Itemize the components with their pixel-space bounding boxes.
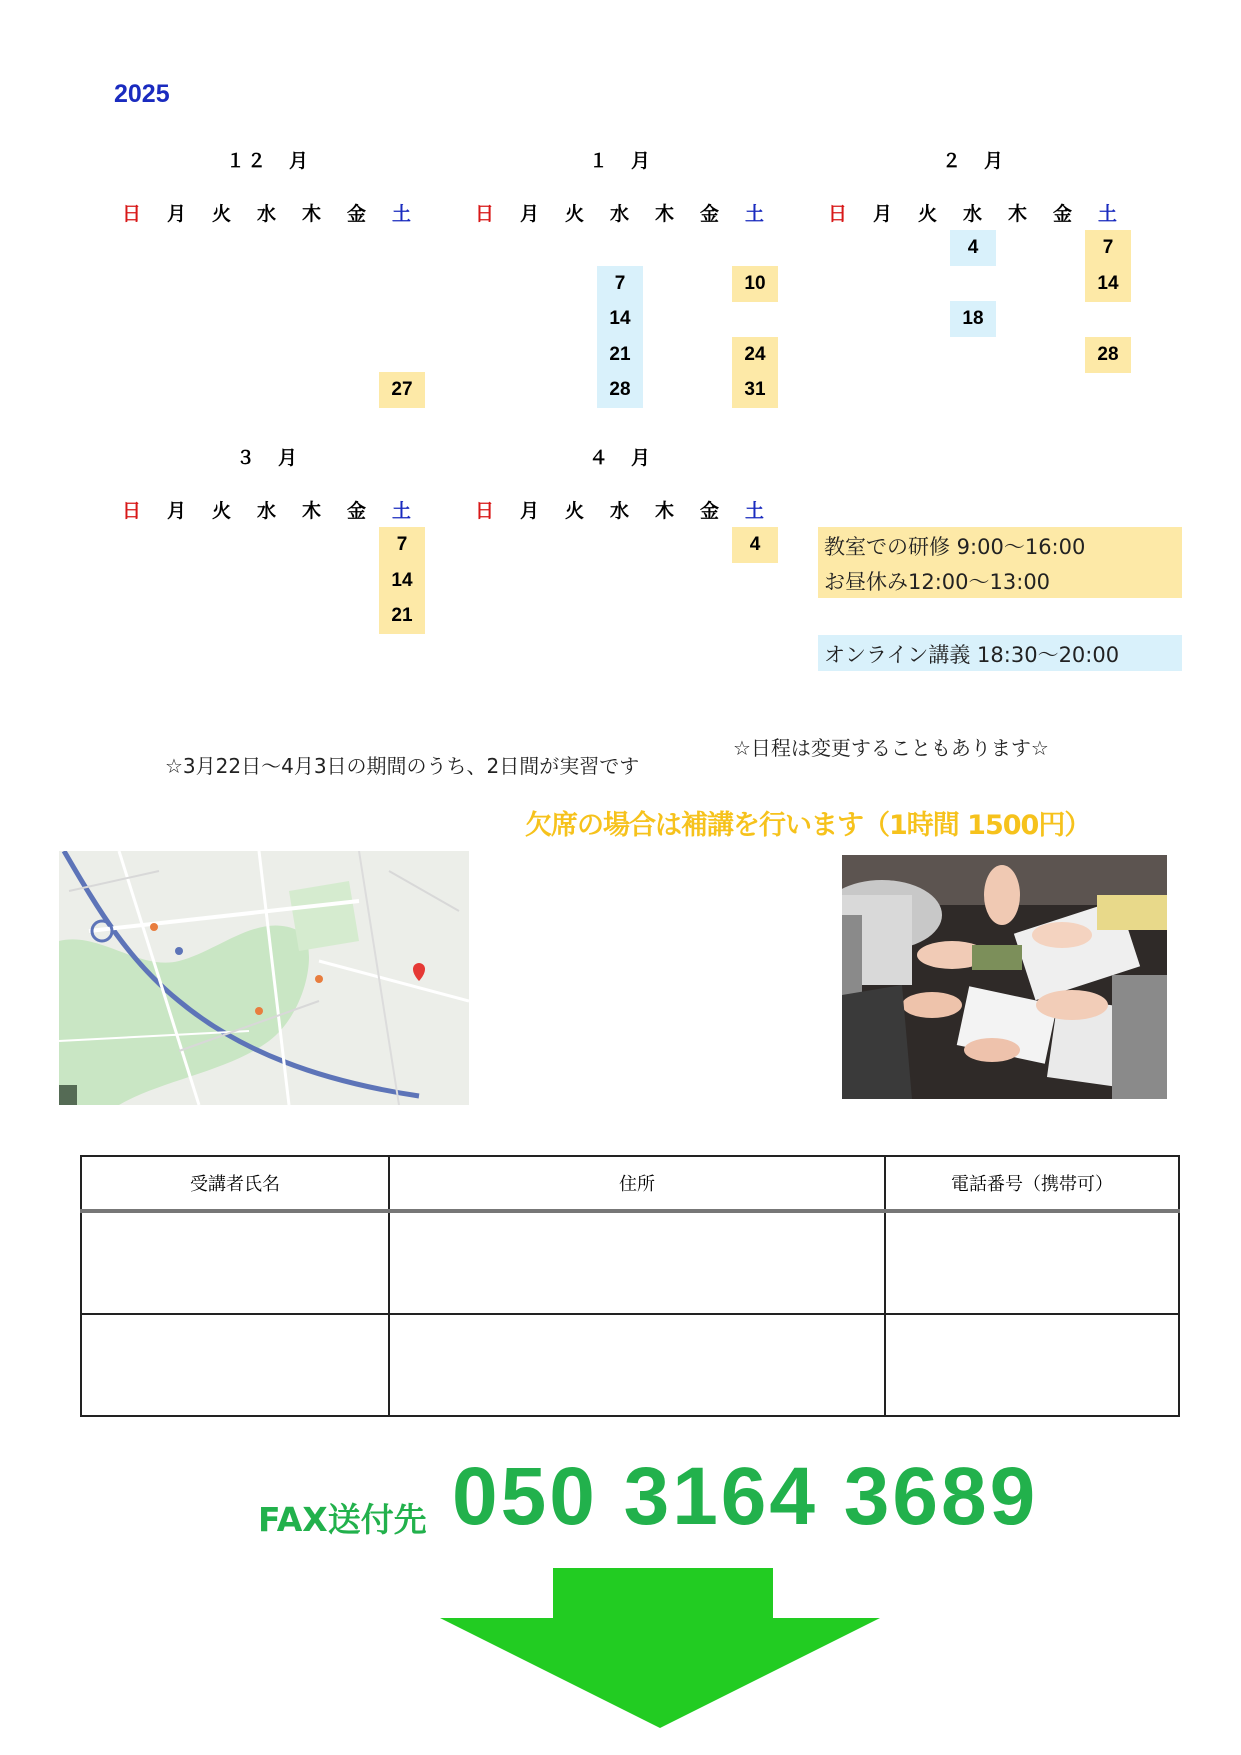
map-graphic	[59, 851, 469, 1105]
classroom-date: 4	[732, 527, 778, 563]
form-row	[81, 1314, 1179, 1416]
weekday-label: 月	[519, 500, 539, 522]
month-title: ３ 月	[236, 447, 300, 469]
weekday-label: 日	[474, 500, 494, 522]
practicum-note: ☆3月22日～4月3日の期間のうち、2日間が実習です	[165, 754, 640, 778]
header-address: 住所	[389, 1156, 885, 1211]
weekday-label: 土	[744, 203, 764, 225]
weekday-label: 水	[962, 203, 982, 225]
month-title: １２ 月	[226, 150, 311, 172]
online-lecture-date: 4	[950, 230, 996, 266]
weekday-label: 火	[564, 500, 584, 522]
weekday-label: 水	[256, 500, 276, 522]
weekday-label: 火	[564, 203, 584, 225]
classroom-date: 31	[732, 372, 778, 408]
classroom-date: 28	[1085, 337, 1131, 373]
down-arrow-icon	[440, 1568, 880, 1728]
location-map-image	[59, 851, 469, 1105]
online-lecture-date: 14	[597, 301, 643, 337]
month-title: １ 月	[589, 150, 653, 172]
form-header-row	[81, 1156, 1179, 1211]
online-lecture-date: 18	[950, 301, 996, 337]
online-lecture-hours: オンライン講義 18:30～20:00	[824, 643, 1120, 667]
weekday-label: 木	[1007, 203, 1027, 225]
application-form-table	[80, 1155, 1180, 1417]
month-title: ４ 月	[589, 447, 653, 469]
weekday-label: 木	[654, 203, 674, 225]
name-field[interactable]	[81, 1314, 389, 1416]
weekday-label: 金	[1052, 203, 1072, 225]
weekday-label: 土	[391, 500, 411, 522]
weekday-label: 金	[699, 500, 719, 522]
weekday-label: 金	[346, 203, 366, 225]
classroom-hours: 教室での研修 9:00～16:00	[824, 535, 1086, 559]
address-field[interactable]	[389, 1314, 885, 1416]
weekday-label: 日	[121, 203, 141, 225]
weekday-label: 火	[211, 500, 231, 522]
weekday-label: 木	[654, 500, 674, 522]
hand-care-photo	[842, 855, 1167, 1099]
classroom-date: 27	[379, 372, 425, 408]
weekday-label: 火	[917, 203, 937, 225]
online-lecture-date: 7	[597, 266, 643, 302]
weekday-label: 月	[872, 203, 892, 225]
weekday-label: 日	[474, 203, 494, 225]
phone-field[interactable]	[885, 1211, 1179, 1314]
weekday-label: 月	[166, 203, 186, 225]
weekday-label: 日	[827, 203, 847, 225]
classroom-date: 7	[1085, 230, 1131, 266]
name-field[interactable]	[81, 1211, 389, 1314]
makeup-class-note: 欠席の場合は補講を行います（1時間 1500円）	[525, 810, 1091, 841]
weekday-label: 金	[699, 203, 719, 225]
fax-number: 050 3164 3689	[452, 1451, 1039, 1542]
weekday-label: 日	[121, 500, 141, 522]
weekday-label: 火	[211, 203, 231, 225]
year-title: 2025	[114, 80, 170, 108]
online-lecture-date: 21	[597, 337, 643, 373]
classroom-date: 10	[732, 266, 778, 302]
weekday-label: 月	[166, 500, 186, 522]
phone-field[interactable]	[885, 1314, 1179, 1416]
classroom-date: 7	[379, 527, 425, 563]
address-field[interactable]	[389, 1211, 885, 1314]
weekday-label: 水	[609, 500, 629, 522]
schedule-change-note: ☆日程は変更することもあります☆	[733, 736, 1049, 760]
month-title: ２ 月	[942, 150, 1006, 172]
weekday-label: 水	[256, 203, 276, 225]
weekday-label: 水	[609, 203, 629, 225]
photo-graphic	[842, 855, 1167, 1099]
header-name: 受講者氏名	[81, 1156, 389, 1211]
form-row	[81, 1211, 1179, 1314]
classroom-date: 14	[1085, 266, 1131, 302]
weekday-label: 金	[346, 500, 366, 522]
classroom-date: 24	[732, 337, 778, 373]
weekday-label: 木	[301, 500, 321, 522]
lunch-break: お昼休み12:00～13:00	[824, 570, 1051, 594]
fax-label: FAX送付先	[258, 1500, 427, 1539]
weekday-label: 木	[301, 203, 321, 225]
classroom-date: 21	[379, 598, 425, 634]
classroom-date: 14	[379, 563, 425, 599]
weekday-label: 月	[519, 203, 539, 225]
weekday-label: 土	[1097, 203, 1117, 225]
weekday-label: 土	[744, 500, 764, 522]
header-phone: 電話番号（携帯可）	[885, 1156, 1179, 1211]
weekday-label: 土	[391, 203, 411, 225]
online-lecture-date: 28	[597, 372, 643, 408]
